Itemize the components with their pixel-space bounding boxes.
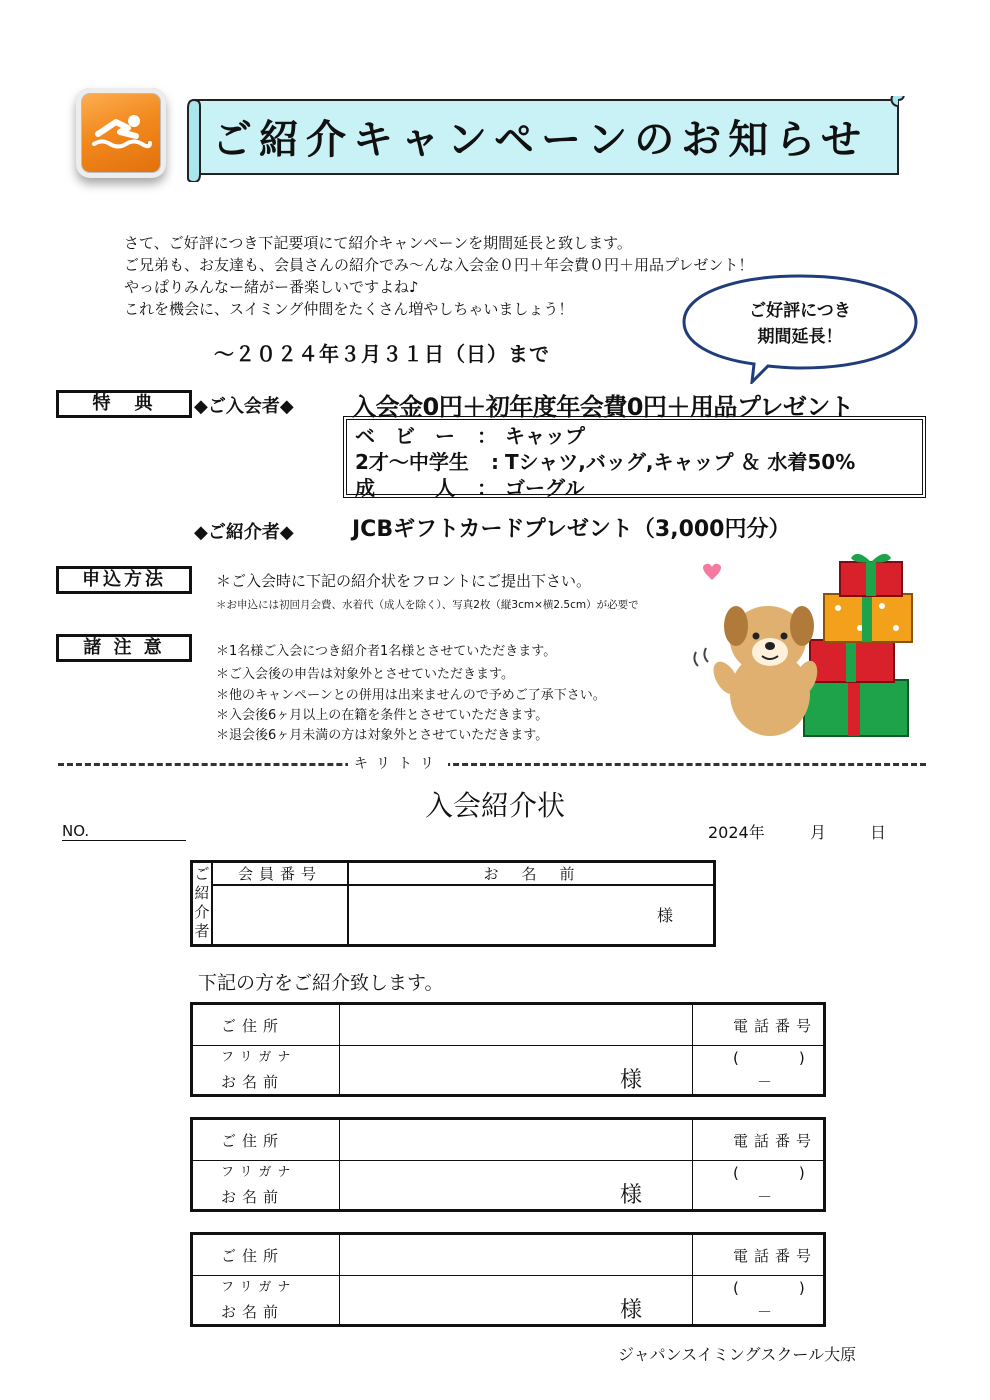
application-line: ＊ご入会時に下記の紹介状をフロントにご提出下さい。 (216, 572, 592, 590)
address-field[interactable] (340, 1234, 693, 1276)
new-member-benefit: 入会金0円＋初年度年会費0円＋用品プレゼント (352, 393, 854, 421)
phone-dash: － (757, 1303, 773, 1321)
note-line-3: ＊他のキャンペーンとの併用は出来ませんので予めご了承下さい。 (216, 688, 606, 703)
benefit-row-baby: ベ ビ ー ： キャップ (355, 424, 585, 448)
swimmer-icon (76, 88, 166, 178)
phone-dash: － (757, 1073, 773, 1091)
note-line-4: ＊入会後6ヶ月以上の在籍を条件とさせていただきます。 (216, 708, 549, 723)
introduce-line: 下記の方をご紹介致します。 (198, 972, 444, 994)
phone-field[interactable] (693, 1046, 825, 1096)
referral-table-3 (190, 1232, 826, 1327)
address-label: ご住所 (221, 1131, 285, 1150)
address-label: ご住所 (221, 1246, 285, 1265)
intro-line-3: やっぱりみんなー緒がー番楽しいですよね♪ (124, 278, 419, 296)
address-label: ご住所 (221, 1016, 285, 1035)
dog-with-presents-illustration (690, 548, 922, 744)
name-field[interactable] (340, 1161, 693, 1211)
name-label: お名前 (221, 1188, 285, 1206)
phone-field[interactable] (693, 1276, 825, 1326)
benefit-row-adult: 成 人 ： ゴーグル (355, 476, 585, 500)
date-year: 2024年 (708, 823, 765, 842)
referrer-gift: JCBギフトカードプレゼント（3,000円分） (352, 517, 791, 542)
intro-line-2: ご兄弟も、お友達も、会員さんの紹介でみ～んな入会金０円＋年会費０円＋用品プレゼント！ (124, 256, 754, 274)
name-field[interactable] (340, 1276, 693, 1326)
sama-label: 様 (619, 1183, 642, 1208)
phone-paren: ( ) (733, 1164, 805, 1182)
intro-line-4: これを機会に、スイミング仲間をたくさん増やしちゃいましょう！ (124, 300, 574, 318)
name-field[interactable] (340, 1046, 693, 1096)
swimmer-app-icon (76, 88, 166, 178)
benefit-table (343, 416, 926, 498)
referrer-name-header: お 名 前 (348, 862, 715, 886)
campaign-deadline: ～２０２４年３月３１日（日）まで (214, 342, 550, 366)
form-title: 入会紹介状 (424, 789, 565, 822)
cut-line (58, 763, 926, 766)
school-name: ジャパンスイミングスクール大原 (618, 1345, 857, 1364)
new-member-heading: ◆ご入会者◆ (194, 396, 294, 417)
intro-line-1: さて、ご好評につき下記要項にて紹介キャンペーンを期間延長と致します。 (124, 234, 632, 252)
bubble-text (700, 298, 900, 350)
referrer-table (190, 860, 716, 947)
note-line-2: ＊ご入会後の申告は対象外とさせていただきます。 (216, 667, 514, 682)
referrer-side-label: ご 紹 介 者 (192, 862, 213, 946)
furigana-label: フリガナ (221, 1280, 297, 1295)
furigana-label: フリガナ (221, 1050, 297, 1065)
application-note: ＊お申込には初回月会費、水着代（成人を除く）、写真2枚（縦3cm×横2.5cm）が必要で (216, 599, 639, 611)
note-line-1: ＊1名様ご入会につき紹介者1名様とさせていただきます。 (216, 644, 557, 659)
member-number-header: 会員番号 (212, 862, 348, 886)
furigana-label: フリガナ (221, 1165, 297, 1180)
name-label: お名前 (221, 1303, 285, 1321)
member-number-field[interactable] (212, 885, 348, 945)
date-month: 月 (810, 823, 827, 842)
name-label: お名前 (221, 1073, 285, 1091)
referral-table-2 (190, 1117, 826, 1212)
notes-label: 諸 注 意 (56, 634, 192, 662)
bubble-line-2: 期間延長！ (757, 327, 843, 347)
date-day: 日 (870, 823, 887, 842)
sama-label: 様 (619, 1298, 642, 1323)
note-line-5: ＊退会後6ヶ月未満の方は対象外とさせていただきます。 (216, 728, 549, 743)
phone-label: 電話番号 (693, 1119, 825, 1161)
phone-dash: － (757, 1188, 773, 1206)
phone-label: 電話番号 (693, 1234, 825, 1276)
phone-paren: ( ) (733, 1279, 805, 1297)
benefits-label: 特 典 (56, 390, 192, 418)
benefit-row-child: 2才～中学生 : Tシャツ,バッグ,キャップ ＆ 水着50% (355, 450, 856, 474)
sama-label: 様 (619, 1068, 642, 1093)
phone-field[interactable] (693, 1161, 825, 1211)
address-field[interactable] (340, 1119, 693, 1161)
cut-label: キリトリ (348, 753, 448, 773)
referral-table-1 (190, 1002, 826, 1097)
referrer-heading: ◆ご紹介者◆ (194, 522, 294, 543)
application-label: 申込方法 (56, 566, 192, 594)
form-number-field[interactable] (62, 840, 186, 841)
referrer-name-field[interactable] (348, 885, 715, 945)
address-field[interactable] (340, 1004, 693, 1046)
sama-label: 様 (656, 906, 673, 926)
phone-paren: ( ) (733, 1049, 805, 1067)
phone-label: 電話番号 (693, 1004, 825, 1046)
bubble-line-1: ご好評につき (749, 301, 851, 321)
form-number-label: NO. (62, 822, 90, 840)
page-title: ご紹介キャンペーンのお知らせ (212, 117, 868, 163)
